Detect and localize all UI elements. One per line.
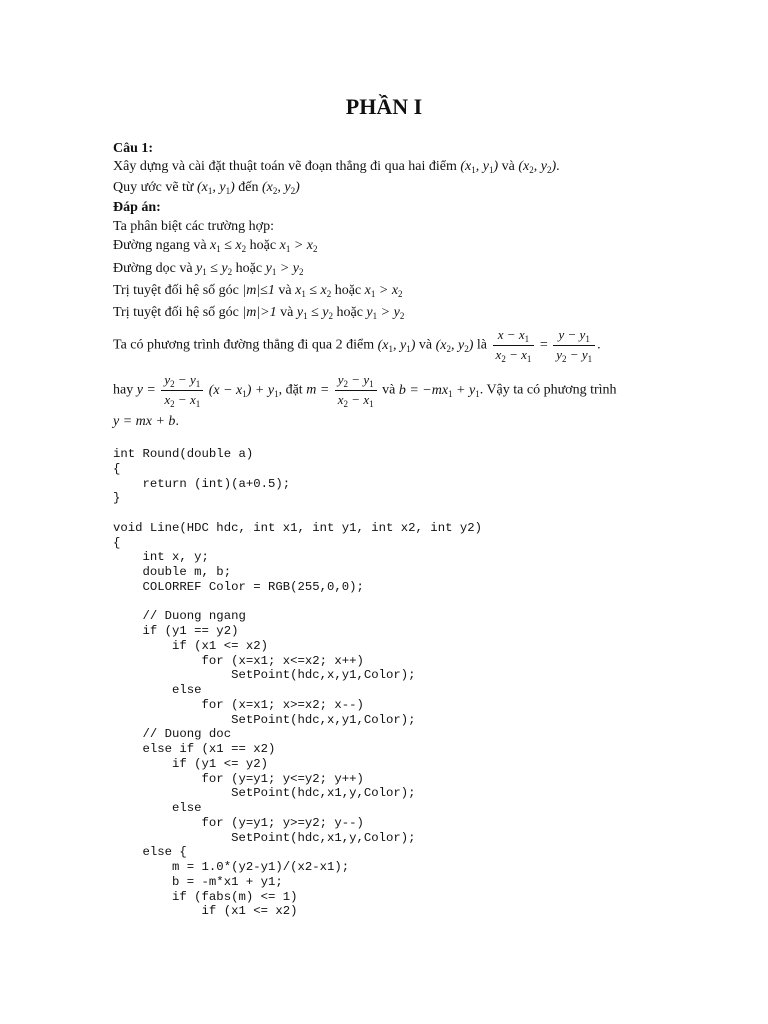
code-line: if (fabs(m) <= 1) (113, 889, 298, 904)
code-line: // Duong ngang (113, 609, 246, 624)
fraction: $\frac{y - y_1}{y_2 - y_1}$ (553, 327, 595, 364)
code-line: return (int)(a+0.5); (113, 476, 291, 491)
case-slope-large: Trị tuyệt đối hệ số góc |m|>1 và $y_1 \le y_2$ hoặc $y_1 > y_2$ (113, 305, 405, 321)
question-text: Xây dựng và cài đặt thuật toán vẽ đoạn thẳng đi qua hai điểm ($x_1$, $y_1$) và ($x_2$, $y_2$). (113, 159, 560, 175)
code-line: double m, b; (113, 565, 232, 579)
case-vertical: Đường dọc và $y_1 \le y_2$ hoặc $y_1 > y_2$ (113, 261, 304, 277)
code-line: if (y1 <= y2) (113, 756, 268, 771)
answer-label: Đáp án: (113, 200, 161, 215)
code-line: if (y1 == y2) (113, 624, 239, 638)
code-line: if (x1 <= x2) (113, 638, 268, 653)
code-line: { (113, 461, 121, 476)
code-line: int Round(double a) (113, 447, 254, 461)
code-line: { (113, 535, 121, 550)
slope-definition: hay y = $\frac{y_2 - y_1}{x_2 - x_1}$ $(x - x_1) + y_1$, đặt m = $\frac{y_2 - y_1}{x_2 - x_1}$ và $b = -mx_1 + y_1$. Vậy ta có phương trình (113, 372, 617, 409)
code-line (113, 506, 482, 521)
final-equation: y = mx + b. (113, 414, 179, 429)
fraction: $\frac{y_2 - y_1}{x_2 - x_1}$ (335, 372, 377, 409)
question-label: Câu 1: (113, 141, 154, 156)
case-slope-small: Trị tuyệt đối hệ số góc |m|≤1 và $x_1 \le x_2$ hoặc $x_1 > x_2$ (113, 283, 403, 299)
line-equation: Ta có phương trình đường thẳng đi qua 2 điểm ($x_1$, $y_1$) và ($x_2$, $y_2$) là $\frac{x - x_1}{x_2 - x_1}$ = $\frac{y - y_1}{y_2 - y_1}$ . (113, 327, 601, 364)
code-line: else { (113, 845, 187, 860)
code-line: SetPoint(hdc,x,y1,Color); (113, 712, 416, 727)
code-line: SetPoint(hdc,x1,y,Color); (113, 830, 416, 845)
code-line: else (113, 683, 202, 697)
case-horizontal: Đường ngang và $x_1 \le x_2$ hoặc $x_1 > x_2$ (113, 238, 318, 254)
code-line: else (113, 801, 202, 815)
code-line: if (x1 <= x2) (113, 904, 298, 919)
code-line: m = 1.0*(y2-y1)/(x2-x1); (113, 860, 350, 874)
code-line (113, 595, 482, 610)
code-line: COLORREF Color = RGB(255,0,0); (113, 579, 364, 594)
code-block (113, 447, 482, 919)
answer-intro: Ta phân biệt các trường hợp: (113, 219, 274, 234)
code-line: for (x=x1; x<=x2; x++) (113, 653, 364, 668)
code-line: void Line(HDC hdc, int x1, int y1, int x2, int y2) (113, 520, 482, 535)
fraction: $\frac{x - x_1}{x_2 - x_1}$ (493, 327, 535, 364)
code-line: int x, y; (113, 550, 209, 565)
fraction: $\frac{y_2 - y_1}{x_2 - x_1}$ (161, 372, 203, 409)
section-title: PHẦN I (345, 94, 423, 119)
convention-text: Quy ước vẽ từ ($x_1$, $y_1$) đến ($x_2$, $y_2$) (113, 180, 300, 196)
code-line: } (113, 491, 121, 506)
code-line: for (x=x1; x>=x2; x--) (113, 697, 364, 712)
code-line: SetPoint(hdc,x,y1,Color); (113, 668, 416, 683)
code-line: // Duong doc (113, 727, 232, 742)
code-line: SetPoint(hdc,x1,y,Color); (113, 786, 416, 801)
code-line: for (y=y1; y<=y2; y++) (113, 771, 364, 786)
code-line: else if (x1 == x2) (113, 742, 276, 756)
code-line: b = -m*x1 + y1; (113, 874, 283, 889)
code-line: for (y=y1; y>=y2; y--) (113, 815, 364, 830)
